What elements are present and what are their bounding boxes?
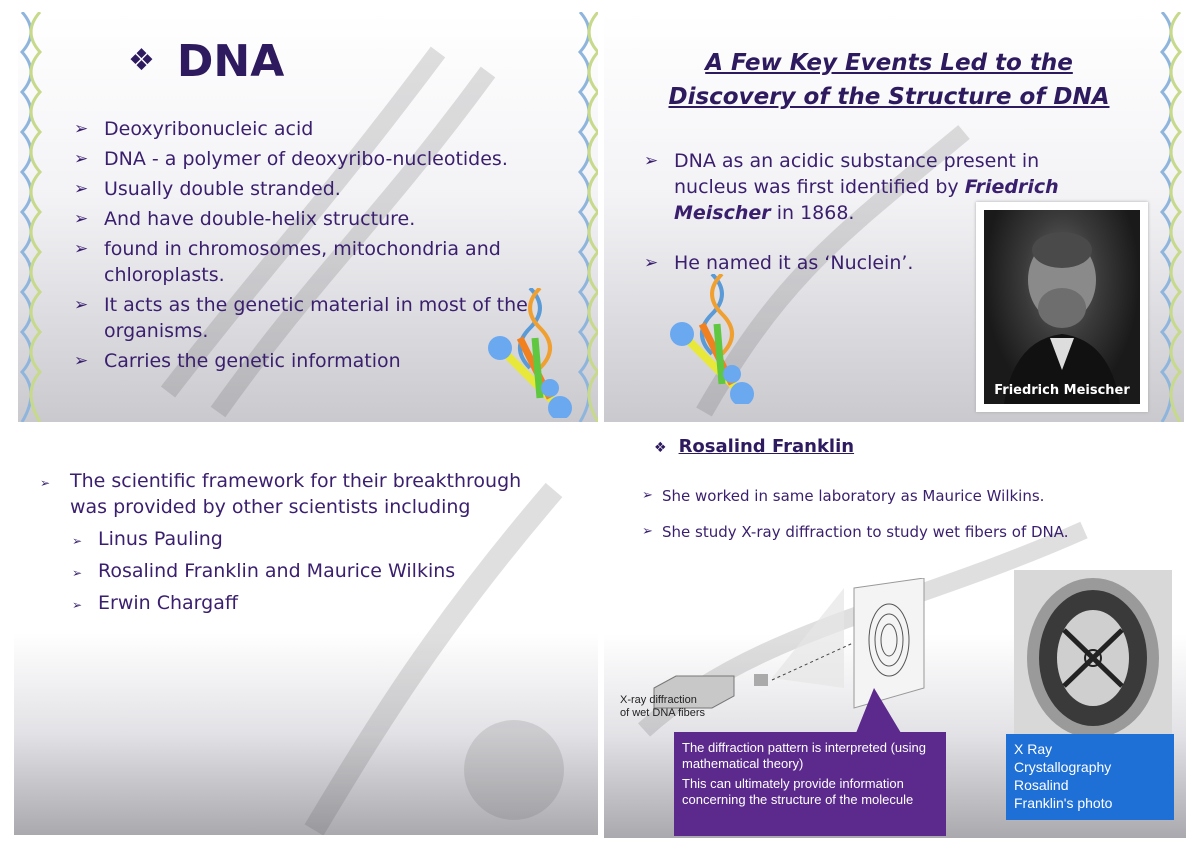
list-item: ➢ He named it as ‘Nuclein’. [644,252,914,274]
list-item: ➢ It acts as the genetic material in most of the organisms. [74,294,528,342]
diamond-bullet-icon: ❖ [654,440,667,456]
arrow-bullet-icon: ➢ [644,253,659,273]
slide-subtitle: ❖ Rosalind Franklin [654,436,855,457]
xray-photo-51-image [1014,570,1172,746]
arrow-bullet-icon: ➢ [74,149,89,169]
portrait-photo-frame [976,202,1148,412]
list-item: ➢ Deoxyribonucleic acid [74,118,314,140]
slide-rosalind-franklin [604,430,1186,838]
list-item: ➢ Erwin Chargaff [40,590,540,616]
arrow-bullet-icon: ➢ [74,179,89,199]
diffraction-info-box: The diffraction pattern is interpreted (using mathematical theory) This can ultimately provide information concerning the structure of the molecule [674,732,946,836]
slide-heading: A Few Key Events Led to the Discovery of the Structure of DNA [668,50,1110,110]
slide-title [128,36,284,87]
arrow-bullet-icon: ➢ [74,239,89,259]
arrow-bullet-icon: ➢ [40,476,51,490]
list-item: ➢ Linus Pauling [40,526,540,552]
arrow-bullet-icon: ➢ [72,534,83,548]
arrow-bullet-icon: ➢ [644,151,659,171]
arrow-bullet-icon: ➢ [72,566,83,580]
list-item: ➢ DNA - a polymer of deoxyribo-nucleotides. [74,148,508,170]
list-item: ➢ The scientific framework for their breakthrough was provided by other scientists including [40,470,522,518]
slide-dna-intro [18,12,598,422]
dna-molecule-icon [662,274,762,404]
bullet-list [40,468,540,616]
helix-strip-left [18,12,44,422]
arrow-bullet-icon: ➢ [74,209,89,229]
bullet-list [74,116,544,378]
arrow-bullet-icon: ➢ [642,488,653,503]
slide-scientific-framework [14,430,598,835]
photo-caption: Friedrich Meischer [994,383,1130,398]
arrow-bullet-icon: ➢ [642,524,653,539]
slide-title-text: DNA [176,36,285,87]
scientist-name: Friedrich Meischer [674,176,1059,224]
list-item: ➢ She study X-ray diffraction to study wet fibers of DNA. [642,523,1069,541]
list-item: ➢ She worked in same laboratory as Maurice Wilkins. [642,487,1045,505]
arrow-bullet-icon: ➢ [72,598,83,612]
list-item: ➢ Usually double stranded. [74,178,341,200]
diamond-bullet-icon: ❖ [128,43,155,78]
list-item: ➢ found in chromosomes, mitochondria and chloroplasts. [74,238,501,286]
slide-key-events [604,12,1184,422]
arrow-bullet-icon: ➢ [74,295,89,315]
arrow-bullet-icon: ➢ [74,351,89,371]
portrait-photo [984,210,1140,404]
bullet-list [642,486,1182,558]
list-item: ➢ Carries the genetic information [74,350,401,372]
dna-molecule-icon [480,288,580,418]
list-item: ➢ DNA as an acidic substance present in nucleus was first identified by Friedrich Meischer in 1868. [644,150,1059,224]
diagram-label: X-ray diffraction of wet DNA fibers [620,694,705,719]
list-item: ➢ And have double-helix structure. [74,208,416,230]
list-item: ➢ Rosalind Franklin and Maurice Wilkins [40,558,540,584]
helix-strip-right [1158,12,1184,422]
arrow-bullet-icon: ➢ [74,119,89,139]
xray-photo-caption-box: X Ray Crystallography Rosalind Franklin's photo [1006,734,1174,820]
